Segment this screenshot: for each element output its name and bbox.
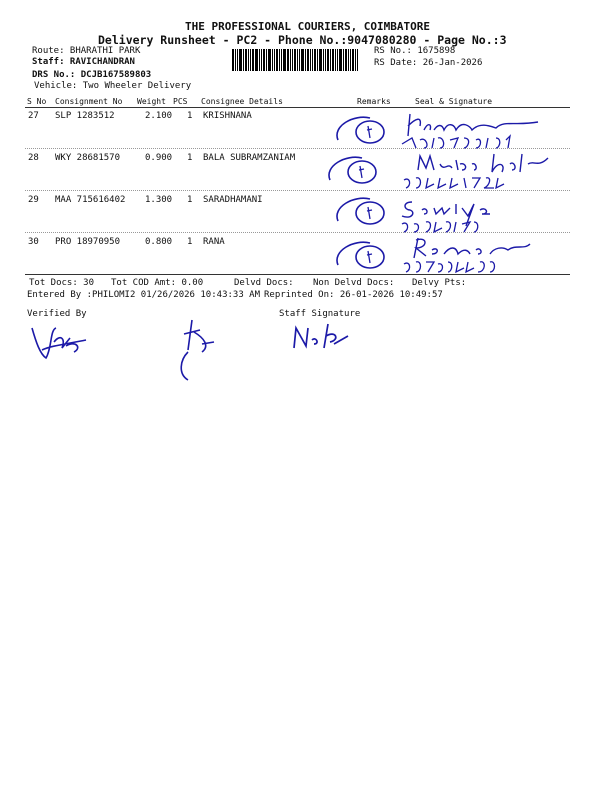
barcode-image: [232, 49, 370, 71]
entered-by: Entered By :PHILOMI2 01/26/2026 10:43:33 AM: [27, 290, 260, 300]
row-consignment: PRO 18970950: [55, 237, 121, 247]
drs-number: DRS No.: DCJB167589803: [32, 70, 152, 80]
total-cod-amount: Tot COD Amt: 0.00: [111, 278, 204, 288]
runsheet-title: Delivery Runsheet - PC2 - Phone No.:9047080280 - Page No.:3: [98, 33, 507, 47]
col-weight: Weight: [137, 97, 166, 106]
barcode-bar: [319, 49, 322, 71]
barcode-bar: [239, 49, 242, 71]
row-pcs: 1: [187, 111, 193, 121]
row-weight: 2.100: [145, 111, 173, 121]
seal-stamp-icon: [330, 112, 390, 152]
barcode-bar: [232, 49, 234, 71]
barcode-bar: [345, 49, 347, 71]
barcode-bar: [237, 49, 238, 71]
barcode-bar: [314, 49, 316, 71]
barcode-bar: [243, 49, 244, 71]
staff-signature: [288, 320, 358, 360]
barcode-bar: [307, 49, 309, 71]
barcode-bar: [332, 49, 334, 71]
company-title: THE PROFESSIONAL COURIERS, COIMBATORE: [185, 20, 431, 33]
seal-stamp-icon: [330, 193, 390, 233]
row-consignee: KRISHNANA: [203, 111, 252, 121]
barcode-bar: [283, 49, 286, 71]
row-weight: 0.900: [145, 153, 173, 163]
row-consignment: MAA 715616402: [55, 195, 126, 205]
barcode-bar: [352, 49, 354, 71]
barcode-bar: [235, 49, 236, 71]
barcode-bar: [357, 49, 358, 71]
vehicle-label: Vehicle: Two Wheeler Delivery: [34, 81, 192, 91]
barcode-bar: [310, 49, 311, 71]
barcode-bar: [348, 49, 349, 71]
reprinted-on: Reprinted On: 26-01-2026 10:49:57: [264, 290, 443, 300]
row-divider: [25, 148, 570, 149]
delivery-points: Delvy Pts:: [412, 278, 467, 288]
barcode-bar: [259, 49, 260, 71]
route-label: Route: BHARATHI PARK: [32, 46, 141, 56]
rs-number: RS No.: 1675898: [374, 46, 456, 56]
row-sno: 28: [28, 153, 39, 163]
staff-signature-label: Staff Signature: [279, 309, 361, 319]
row-sno: 27: [28, 111, 39, 121]
row-consignment: SLP 1283512: [55, 111, 115, 121]
barcode-bar: [245, 49, 247, 71]
barcode-bar: [301, 49, 304, 71]
barcode-bar: [287, 49, 289, 71]
handwritten-signature: [398, 194, 548, 234]
non-delivered-docs: Non Delvd Docs:: [313, 278, 395, 288]
table-bottom-divider: [25, 274, 570, 275]
seal-stamp-icon: [322, 152, 382, 192]
row-weight: 0.800: [145, 237, 173, 247]
row-weight: 1.300: [145, 195, 173, 205]
handwritten-signature: [398, 150, 558, 190]
barcode-bar: [279, 49, 280, 71]
row-consignee: SARADHAMANI: [203, 195, 263, 205]
barcode-bar: [325, 49, 326, 71]
delivered-docs: Delvd Docs:: [234, 278, 294, 288]
seal-stamp-icon: [330, 237, 390, 277]
col-consignment: Consignment No: [55, 97, 123, 106]
col-pcs: PCS: [173, 97, 188, 106]
barcode-bar: [339, 49, 342, 71]
barcode-bar: [250, 49, 251, 71]
row-pcs: 1: [187, 195, 193, 205]
barcode-bar: [266, 49, 267, 71]
barcode-bar: [268, 49, 271, 71]
barcode-bar: [335, 49, 336, 71]
barcode-bar: [297, 49, 298, 71]
handwritten-signature: [398, 234, 548, 274]
verified-by-label: Verified By: [27, 309, 87, 319]
barcode-bar: [248, 49, 249, 71]
total-docs: Tot Docs: 30: [29, 278, 95, 288]
barcode-bar: [299, 49, 300, 71]
barcode-bar: [330, 49, 331, 71]
row-consignee: BALA SUBRAMZANIAM: [203, 153, 296, 163]
barcode-bar: [263, 49, 265, 71]
barcode-bar: [317, 49, 318, 71]
barcode-bar: [274, 49, 275, 71]
row-pcs: 1: [187, 153, 193, 163]
barcode-bar: [337, 49, 338, 71]
barcode-bar: [294, 49, 296, 71]
verified-signature: [26, 318, 96, 368]
barcode-bar: [281, 49, 282, 71]
barcode-bar: [255, 49, 258, 71]
col-remarks: Remarks: [357, 97, 391, 106]
barcode-bar: [350, 49, 351, 71]
col-seal-signature: Seal & Signature: [415, 97, 493, 106]
row-consignee: RANA: [203, 237, 225, 247]
barcode-bar: [343, 49, 344, 71]
barcode-bar: [327, 49, 329, 71]
row-sno: 29: [28, 195, 39, 205]
handwritten-signature: [398, 108, 548, 148]
barcode-bar: [323, 49, 324, 71]
barcode-bar: [290, 49, 291, 71]
barcode-bar: [355, 49, 356, 71]
col-sno: S No: [27, 97, 47, 106]
barcode-bar: [312, 49, 313, 71]
row-sno: 30: [28, 237, 39, 247]
barcode-bar: [305, 49, 306, 71]
staff-label: Staff: RAVICHANDRAN: [32, 57, 135, 67]
barcode-bar: [272, 49, 273, 71]
barcode-bar: [261, 49, 262, 71]
row-divider: [25, 190, 570, 191]
barcode-bar: [276, 49, 278, 71]
manager-signature: [170, 312, 230, 387]
rs-date: RS Date: 26-Jan-2026: [374, 58, 483, 68]
barcode-bar: [292, 49, 293, 71]
row-consignment: WKY 28681570: [55, 153, 121, 163]
col-consignee: Consignee Details: [201, 97, 283, 106]
row-pcs: 1: [187, 237, 193, 247]
barcode-bar: [252, 49, 254, 71]
